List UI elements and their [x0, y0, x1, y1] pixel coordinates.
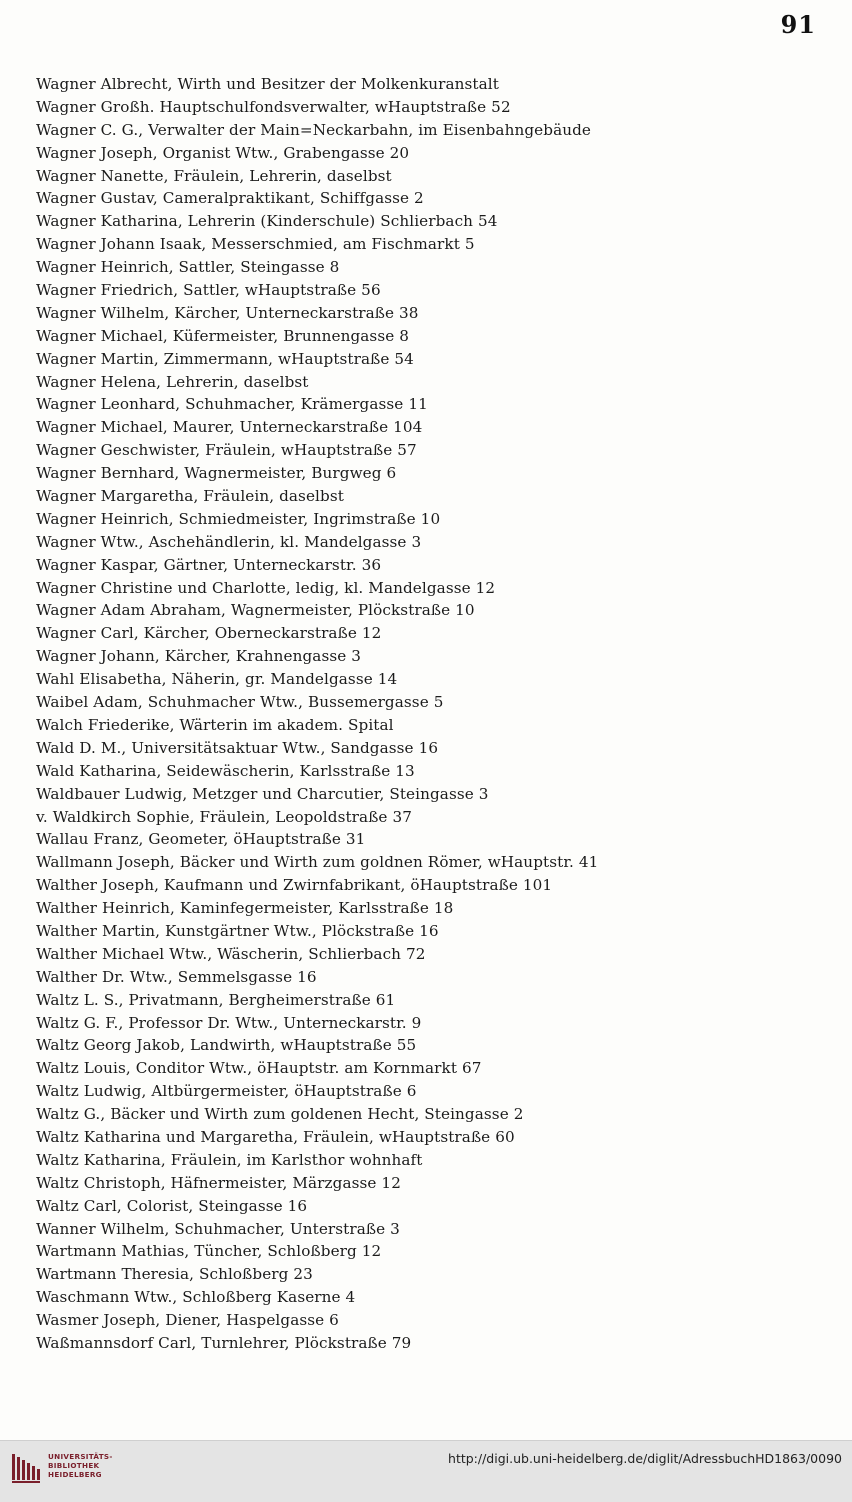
directory-entry: Waltz G., Bäcker und Wirth zum goldenen Hecht, Steingasse 2	[36, 1105, 524, 1124]
directory-entry: Waltz Katharina, Fräulein, im Karlsthor wohnhaft	[36, 1150, 423, 1169]
library-name-line: HEIDELBERG	[48, 1470, 102, 1479]
directory-entry: Walther Dr. Wtw., Semmelsgasse 16	[36, 967, 317, 986]
source-url-link[interactable]: http://digi.ub.uni-heidelberg.de/diglit/AdressbuchHD1863/0090	[448, 1451, 842, 1466]
directory-entry: Wald Katharina, Seidewäscherin, Karlsstraße 13	[36, 761, 415, 780]
directory-entry: Wasmer Joseph, Diener, Haspelgasse 6	[36, 1311, 339, 1330]
directory-entry: Walther Heinrich, Kaminfegermeister, Karlsstraße 18	[36, 899, 454, 918]
directory-entry: Wallau Franz, Geometer, öHauptstraße 31	[36, 830, 366, 849]
directory-entry: Wagner Christine und Charlotte, ledig, kl. Mandelgasse 12	[36, 578, 496, 597]
directory-entry: Wald D. M., Universitätsaktuar Wtw., Sandgasse 16	[36, 738, 439, 757]
directory-entry: Wagner Heinrich, Sattler, Steingasse 8	[36, 258, 340, 277]
directory-entry: Wagner Nanette, Fräulein, Lehrerin, daselbst	[36, 166, 392, 185]
directory-entry: v. Waldkirch Sophie, Fräulein, Leopoldstraße 37	[36, 807, 412, 826]
directory-entry: Waltz Katharina und Margaretha, Fräulein, wHauptstraße 60	[36, 1127, 515, 1146]
directory-entry: Wagner Gustav, Cameralpraktikant, Schiffgasse 2	[36, 189, 424, 208]
directory-entry: Walther Joseph, Kaufmann und Zwirnfabrikant, öHauptstraße 101	[36, 876, 553, 895]
library-name	[48, 1452, 113, 1479]
directory-entry: Wanner Wilhelm, Schuhmacher, Unterstraße 3	[36, 1219, 400, 1238]
directory-entry: Wagner Kaspar, Gärtner, Unterneckarstr. 36	[36, 555, 382, 574]
directory-entry: Wahl Elisabetha, Näherin, gr. Mandelgasse 14	[36, 670, 398, 689]
directory-entry: Wagner Michael, Maurer, Unterneckarstraße 104	[36, 418, 423, 437]
directory-entry: Waschmann Wtw., Schloßberg Kaserne 4	[36, 1288, 356, 1307]
directory-entry: Wagner Wtw., Aschehändlerin, kl. Mandelgasse 3	[36, 532, 422, 551]
directory-entry: Walther Michael Wtw., Wäscherin, Schlierbach 72	[36, 944, 426, 963]
directory-entry: Wagner Helena, Lehrerin, daselbst	[36, 372, 309, 391]
directory-entry: Waibel Adam, Schuhmacher Wtw., Bussemergasse 5	[36, 693, 444, 712]
directory-entry: Wagner Friedrich, Sattler, wHauptstraße 56	[36, 281, 381, 300]
directory-entry: Wagner Margaretha, Fräulein, daselbst	[36, 487, 344, 506]
directory-entry: Wagner Martin, Zimmermann, wHauptstraße 54	[36, 349, 414, 368]
library-name-line: BIBLIOTHEK	[48, 1461, 100, 1470]
directory-entries	[36, 73, 836, 1355]
directory-entry: Waltz Ludwig, Altbürgermeister, öHauptstraße 6	[36, 1082, 417, 1101]
directory-entry: Wagner Großh. Hauptschulfondsverwalter, wHauptstraße 52	[36, 97, 511, 116]
directory-entry: Wagner Wilhelm, Kärcher, Unterneckarstraße 38	[36, 303, 419, 322]
directory-entry: Wagner Geschwister, Fräulein, wHauptstraße 57	[36, 441, 417, 460]
directory-entry: Wartmann Theresia, Schloßberg 23	[36, 1265, 313, 1284]
directory-entry: Waldbauer Ludwig, Metzger und Charcutier, Steingasse 3	[36, 784, 489, 803]
page-number: 91	[780, 10, 816, 39]
directory-entry: Wagner Johann Isaak, Messerschmied, am Fischmarkt 5	[36, 235, 475, 254]
directory-entry: Wagner C. G., Verwalter der Main=Neckarbahn, im Eisenbahngebäude	[36, 120, 592, 139]
directory-entry: Wagner Bernhard, Wagnermeister, Burgweg 6	[36, 464, 397, 483]
directory-entry: Walther Martin, Kunstgärtner Wtw., Plöckstraße 16	[36, 921, 439, 940]
directory-entry: Wagner Michael, Küfermeister, Brunnengasse 8	[36, 326, 409, 345]
directory-entry: Wartmann Mathias, Tüncher, Schloßberg 12	[36, 1242, 382, 1261]
directory-entry: Wagner Adam Abraham, Wagnermeister, Plöckstraße 10	[36, 601, 475, 620]
directory-entry: Waltz Georg Jakob, Landwirth, wHauptstraße 55	[36, 1036, 417, 1055]
directory-entry: Waltz L. S., Privatmann, Bergheimerstraße 61	[36, 990, 396, 1009]
directory-entry: Waltz Christoph, Häfnermeister, Märzgasse 12	[36, 1173, 401, 1192]
directory-entry: Wagner Heinrich, Schmiedmeister, Ingrimstraße 10	[36, 509, 441, 528]
directory-entry: Wagner Leonhard, Schuhmacher, Krämergasse 11	[36, 395, 428, 414]
directory-entry: Waltz G. F., Professor Dr. Wtw., Unterneckarstr. 9	[36, 1013, 422, 1032]
directory-entry: Waßmannsdorf Carl, Turnlehrer, Plöckstraße 79	[36, 1333, 412, 1352]
library-name-line: UNIVERSITÄTS-	[48, 1452, 113, 1461]
directory-entry: Wagner Joseph, Organist Wtw., Grabengasse 20	[36, 143, 410, 162]
viewer-footer	[0, 1440, 852, 1502]
directory-entry: Wallmann Joseph, Bäcker und Wirth zum goldnen Römer, wHauptstr. 41	[36, 853, 599, 872]
directory-entry: Waltz Carl, Colorist, Steingasse 16	[36, 1196, 308, 1215]
directory-entry: Wagner Johann, Kärcher, Krahnengasse 3	[36, 647, 362, 666]
directory-entry: Wagner Albrecht, Wirth und Besitzer der Molkenkuranstalt	[36, 75, 499, 93]
directory-entry: Walch Friederike, Wärterin im akadem. Spital	[36, 715, 394, 734]
directory-entry: Waltz Louis, Conditor Wtw., öHauptstr. am Kornmarkt 67	[36, 1059, 482, 1078]
library-logo-icon	[8, 1449, 44, 1485]
directory-entry: Wagner Carl, Kärcher, Oberneckarstraße 12	[36, 624, 382, 643]
directory-entry: Wagner Katharina, Lehrerin (Kinderschule) Schlierbach 54	[36, 212, 498, 231]
